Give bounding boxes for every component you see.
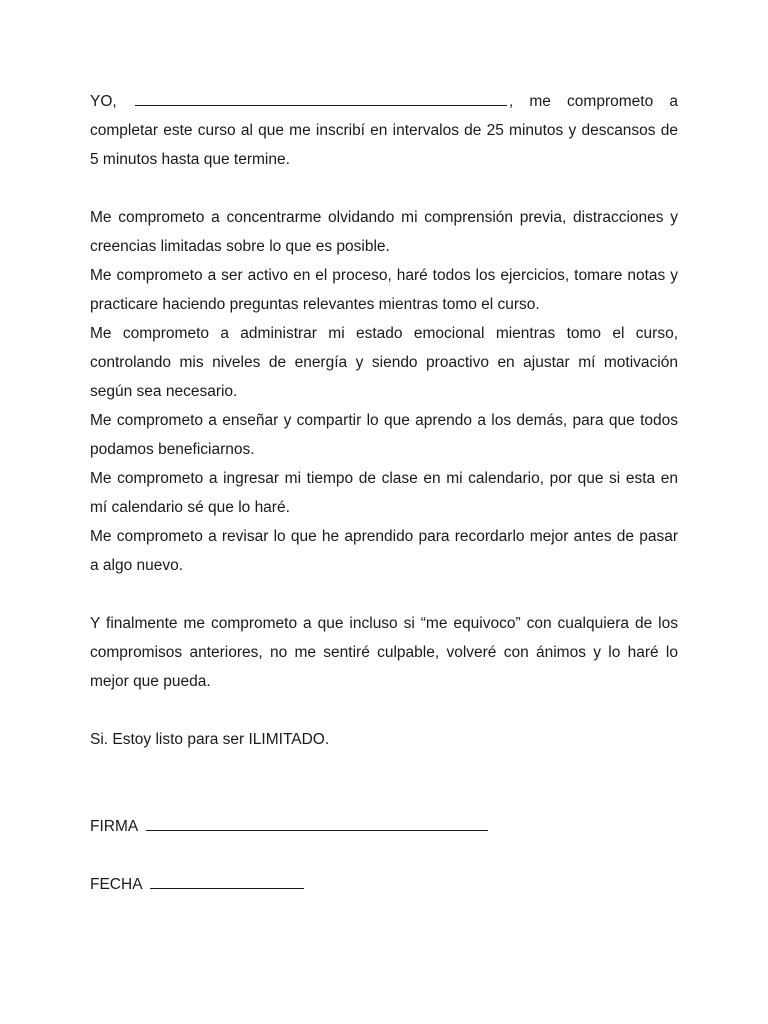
date-blank[interactable] (150, 873, 304, 889)
intro-paragraph (90, 87, 678, 174)
final-commitment: Y finalmente me comprometo a que incluso si “me equivoco” con cualquiera de los compromisos anteriores, no me sentiré culpable, volveré con ánimos y lo haré lo mejor que pueda. (90, 615, 678, 690)
signature-blank[interactable] (146, 815, 488, 831)
commitment-item: Me comprometo a ser activo en el proceso, haré todos los ejercicios, tomare notas y practicare haciendo preguntas relevantes mientras tomo el curso. (90, 267, 678, 313)
date-label: FECHA (90, 876, 142, 893)
commitment-item: Me comprometo a revisar lo que he aprendido para recordarlo mejor antes de pasar a algo nuevo. (90, 528, 678, 574)
signature-row (90, 812, 678, 841)
spacer (90, 696, 678, 725)
name-blank[interactable] (135, 90, 507, 106)
spacer (90, 754, 678, 812)
commitment-document (90, 87, 678, 899)
intro-text: , me comprometo a completar este curso al que me inscribí en intervalos de 25 minutos y descansos de 5 minutos hasta que termine. (90, 93, 678, 168)
spacer (90, 580, 678, 609)
commitment-item: Me comprometo a administrar mi estado emocional mientras tomo el curso, controlando mis niveles de energía y siendo proactivo en ajustar mí motivación según sea necesario. (90, 325, 678, 400)
spacer (90, 174, 678, 203)
commitment-item: Me comprometo a ingresar mi tiempo de clase en mi calendario, por que si esta en mí calendario sé que lo haré. (90, 470, 678, 516)
yo-label: YO, (90, 93, 117, 110)
closing-statement: Si. Estoy listo para ser ILIMITADO. (90, 731, 330, 748)
signature-label: FIRMA (90, 818, 138, 835)
commitment-item: Me comprometo a concentrarme olvidando mi comprensión previa, distracciones y creencias limitadas sobre lo que es posible. (90, 209, 678, 255)
date-row (90, 870, 678, 899)
spacer (90, 841, 678, 870)
commitment-item: Me comprometo a enseñar y compartir lo que aprendo a los demás, para que todos podamos beneficiarnos. (90, 412, 678, 458)
